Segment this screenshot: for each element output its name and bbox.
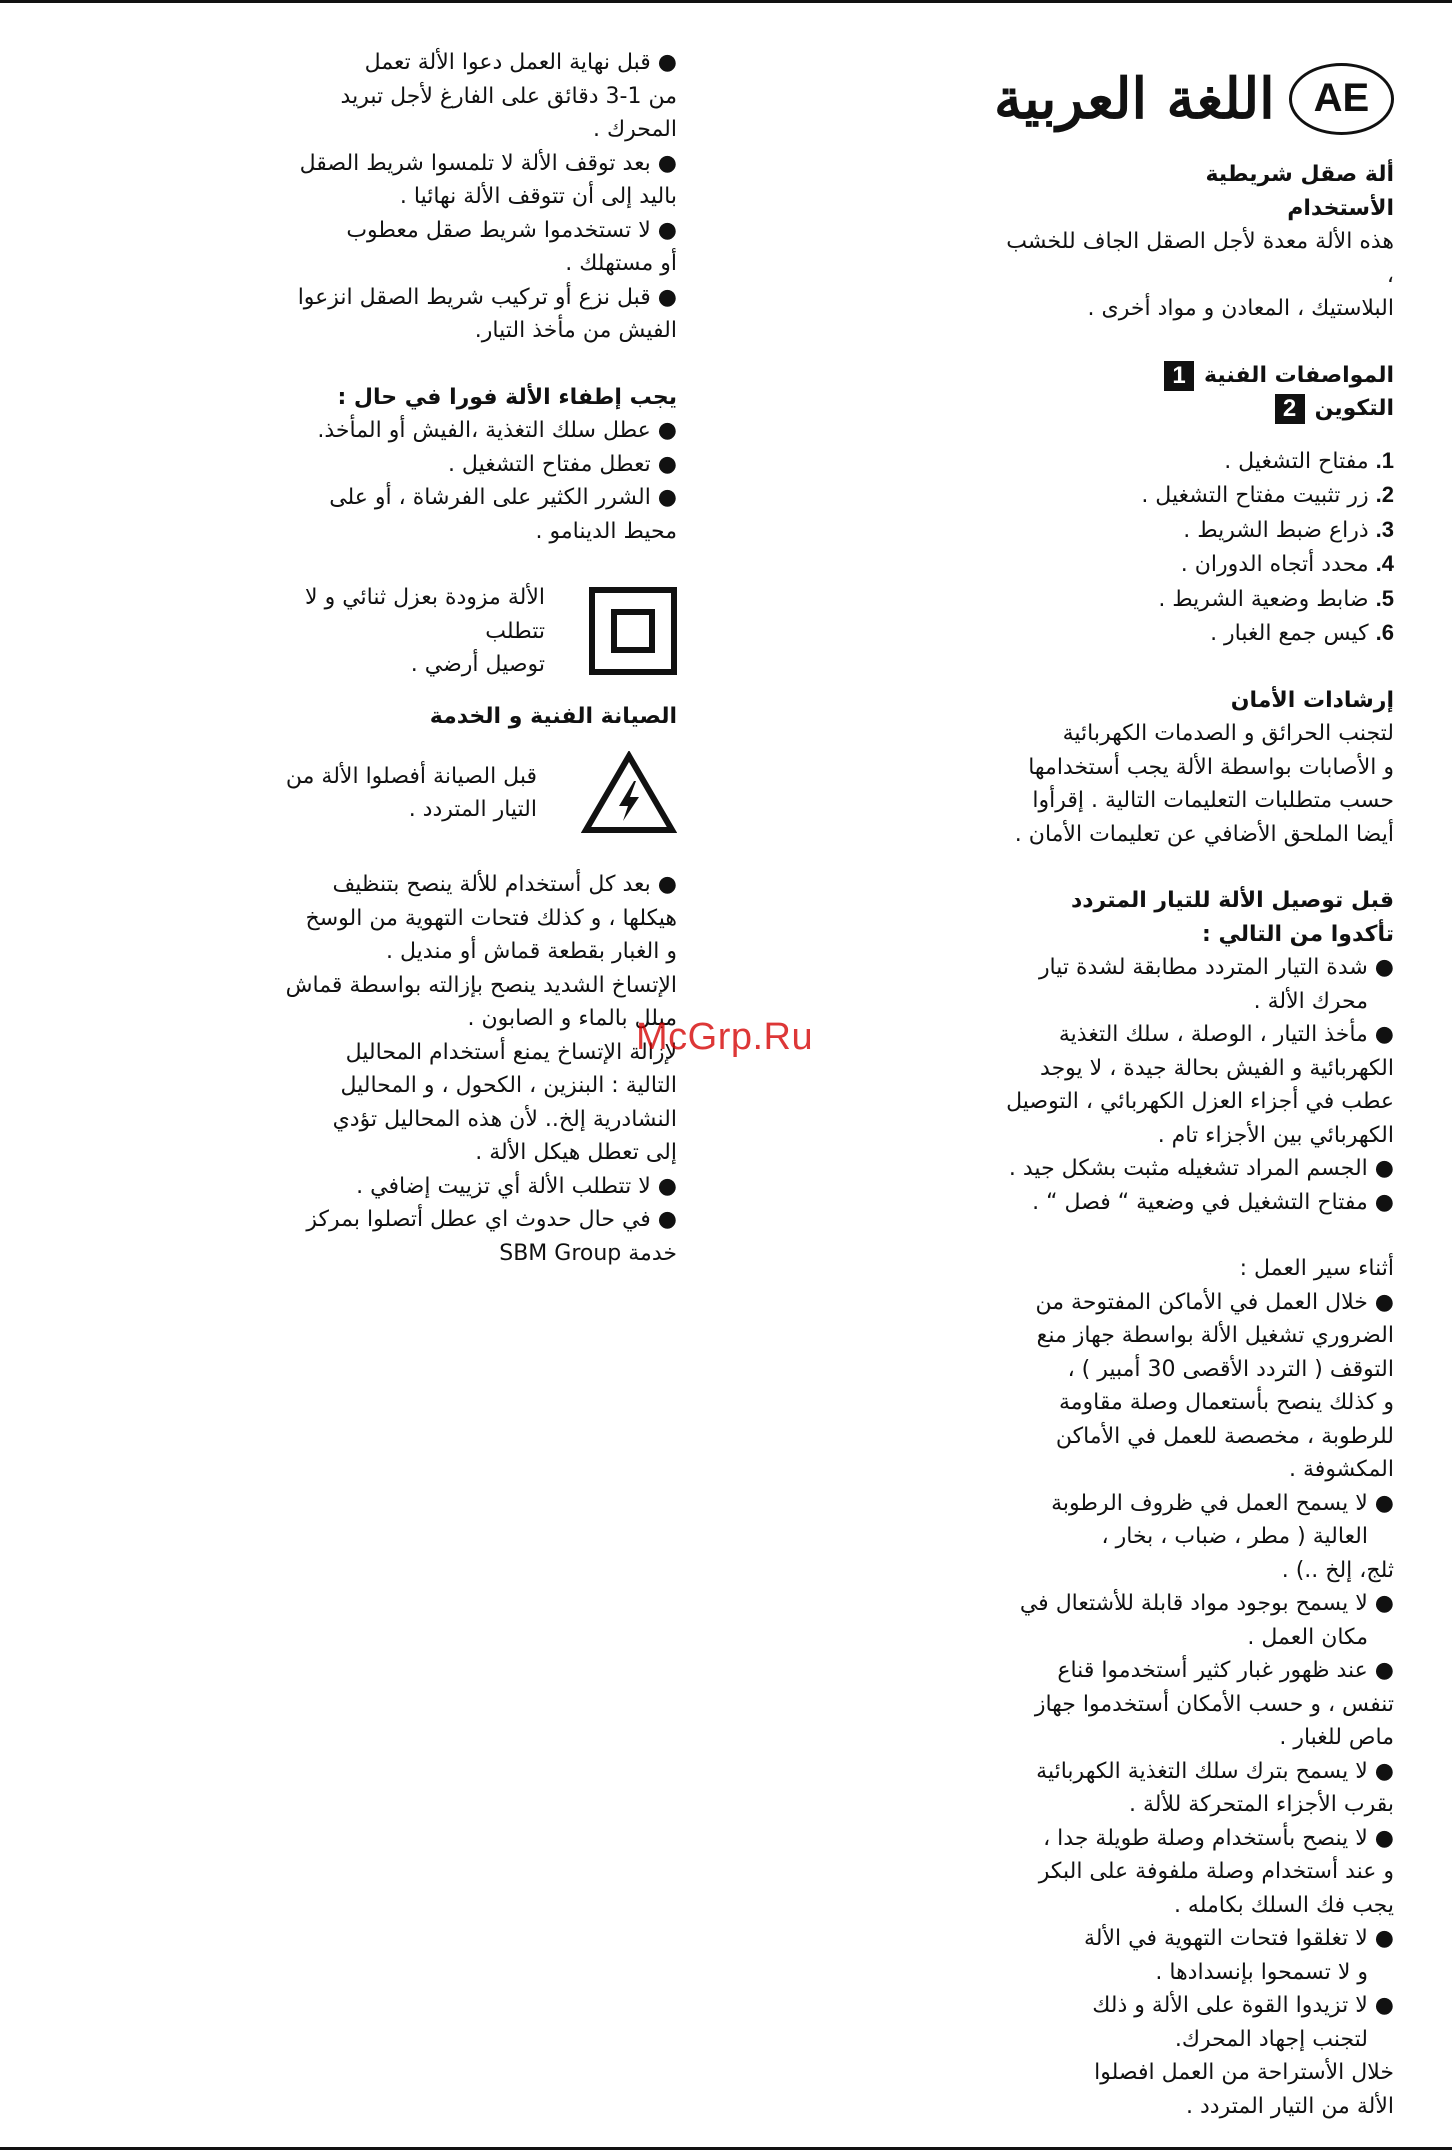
safety-heading: إرشادات الأمان: [1230, 687, 1394, 713]
list-item: 1. مفتاح التشغيل .: [1224, 447, 1394, 474]
figure-2-badge: 2: [1275, 394, 1305, 424]
work-bullet-cont: للرطوبة ، مخصصة للعمل في الأماكن: [1055, 1423, 1394, 1449]
connect-bullet-cont: محرك الألة .: [1253, 988, 1368, 1014]
shutdown-bullet-cont: محيط الدينامو .: [535, 518, 677, 544]
safety-line: و الأصابات بواسطة الألة يجب أستخدامها: [1028, 754, 1394, 780]
high-voltage-warning-icon: [581, 751, 677, 835]
work-bullet-cont: يجب فك السلك بكامله .: [1173, 1892, 1394, 1918]
safety-line: لتجنب الحرائق و الصدمات الكهربائية: [1062, 721, 1394, 746]
cleaning-line: لإزالة الإتساخ يمنع أستخدام المحاليل: [345, 1039, 677, 1065]
double-insulation-line: الألة مزودة بعزل ثنائي و لا تتطلب: [305, 585, 545, 644]
work-bullet: ● لا يسمح بترك سلك التغذية الكهربائية: [1036, 1758, 1394, 1784]
work-heading: أثناء سير العمل :: [1239, 1256, 1394, 1281]
final-bullet: ● لا تتطلب الألة أي تزييت إضافي .: [356, 1173, 677, 1199]
safety-line: أيضا الملحق الأضافي عن تعليمات الأمان .: [1014, 821, 1394, 847]
shutdown-bullet: ● الشرر الكثير على الفرشاة ، أو على: [329, 485, 677, 510]
bottom-rule: [0, 2147, 1452, 2150]
work-bullet-cont: تنفس ، و حسب الأمكان أستخدموا جهاز: [1034, 1691, 1394, 1717]
work-bullet: ● لا ينصح بأستخدام وصلة طويلة جدا ،: [1043, 1825, 1394, 1851]
end-bullet-cont: أو مستهلك .: [565, 251, 677, 276]
top-rule: [0, 0, 1452, 3]
config-heading: [994, 392, 1394, 426]
work-bullet-cont: لتجنب إجهاد المحرك.: [1174, 2026, 1368, 2052]
work-bullet-cont: ثلج، إلخ ..) .: [1281, 1557, 1394, 1583]
language-title: اللغة العربية: [994, 66, 1275, 132]
connect-bullet-cont: عطب في أجزاء العزل الكهربائي ، التوصيل: [1006, 1089, 1394, 1114]
shutdown-bullet: ● تعطل مفتاح التشغيل .: [447, 451, 677, 477]
components-list: [994, 444, 1394, 651]
right-column: [994, 58, 1394, 2123]
work-bullet-cont: و كذلك ينصح بأستعمال وصلة مقاومة: [1058, 1390, 1394, 1415]
watermark: McGrp.Ru: [636, 1016, 814, 1058]
list-item: 4. محدد أتجاه الدوران .: [1180, 551, 1394, 577]
maintenance-heading: الصيانة الفنية و الخدمة: [429, 703, 677, 729]
end-bullet-cont: باليد إلى أن تتوقف الألة نهائيا .: [399, 184, 677, 209]
language-badge: AE: [1289, 63, 1394, 135]
maintenance-warning-line: قبل الصيانة أفصلوا الألة من: [285, 763, 537, 789]
cleaning-line: ● بعد كل أستخدام للألة ينصح بتنظيف: [332, 872, 677, 897]
cleaning-line: هيكلها ، و كذلك فتحات التهوية من الوسخ: [305, 905, 677, 931]
work-bullet-cont: و عند أستخدام وصلة ملفوفة على البكر: [1038, 1859, 1394, 1884]
cleaning-line: الإتساخ الشديد ينصح بإزالته بواسطة قماش: [285, 972, 677, 998]
cleaning-line: مبلل بالماء و الصابون .: [467, 1006, 677, 1031]
final-bullet-cont: خدمة SBM Group: [499, 1240, 677, 1266]
work-bullet-cont: العالية ( مطر ، ضباب ، بخار ،: [1101, 1524, 1368, 1549]
shutdown-heading: يجب إطفاء الألة فورا في حال :: [337, 384, 677, 410]
usage-line: البلاستيك ، المعادن و مواد أخرى .: [1087, 296, 1394, 321]
end-bullet-cont: المحرك .: [593, 117, 677, 142]
maintenance-warning: [257, 751, 677, 835]
product-title: ألة صقل شريطية: [1205, 162, 1394, 187]
double-insulation-icon: [589, 587, 677, 675]
double-insulation-line: توصيل أرضي .: [410, 652, 545, 677]
work-bullet-cont: الضروري تشغيل الألة بواسطة جهاز منع: [1036, 1323, 1394, 1348]
rest-line: الألة من التيار المتردد .: [1186, 2093, 1394, 2119]
work-bullet-cont: مكان العمل .: [1247, 1624, 1368, 1650]
language-header: [994, 58, 1394, 140]
work-bullet-cont: بقرب الأجزاء المتحركة للألة .: [1128, 1792, 1394, 1817]
work-bullet: ● خلال العمل في الأماكن المفتوحة من: [1035, 1289, 1394, 1315]
list-item: 2. زر تثبيت مفتاح التشغيل .: [1141, 482, 1394, 508]
connect-bullet: ● شدة التيار المتردد مطابقة لشدة تيار: [1038, 955, 1394, 980]
list-item: 5. ضابط وضعية الشريط .: [1158, 585, 1394, 612]
connect-heading: تأكدوا من التالي :: [1202, 921, 1394, 947]
list-item: 3. ذراع ضبط الشريط .: [1183, 516, 1394, 543]
work-bullet-cont: ماص للغبار .: [1279, 1725, 1394, 1750]
connect-bullet: ● مفتاح التشغيل في وضعية “ فصل “ .: [1032, 1189, 1394, 1215]
connect-bullet-cont: الكهربائية و الفيش بحالة جيدة ، لا يوجد: [1040, 1055, 1394, 1081]
cleaning-line: النشادرية إلخ.. لأن هذه المحاليل تؤدي: [332, 1106, 677, 1132]
work-bullet: ● لا يسمح العمل في ظروف الرطوبة: [1051, 1490, 1394, 1516]
shutdown-bullet: ● عطل سلك التغذية ،الفيش أو المأخذ.: [317, 418, 677, 443]
work-bullet-cont: المكشوفة .: [1289, 1457, 1394, 1482]
usage-heading: الأستخدام: [1287, 195, 1394, 221]
work-bullet: ● لا يسمح بوجود مواد قابلة للأشتعال في: [1019, 1591, 1394, 1616]
specs-heading: [994, 359, 1394, 393]
end-bullet: ● لا تستخدموا شريط صقل معطوب: [346, 217, 677, 243]
end-bullet-cont: من 1-3 دقائق على الفارغ لأجل تبريد: [340, 83, 677, 109]
work-bullet: ● عند ظهور غبار كثير أستخدموا قناع: [1057, 1658, 1394, 1683]
end-bullet: ● بعد توقف الألة لا تلمسوا شريط الصقل: [299, 150, 677, 176]
connect-bullet: ● الجسم المراد تشغيله مثبت بشكل جيد .: [1008, 1156, 1394, 1181]
end-bullet-cont: الفيش من مأخذ التيار.: [474, 318, 677, 343]
cleaning-line: التالية : البنزين ، الكحول ، و المحاليل: [340, 1073, 677, 1098]
usage-line: هذه الألة معدة لأجل الصقل الجاف للخشب ،: [1006, 229, 1394, 288]
config-heading-text: التكوين: [1314, 396, 1394, 421]
connect-heading: قبل توصيل الألة للتيار المتردد: [1070, 888, 1394, 913]
work-bullet: ● لا تغلقوا فتحات التهوية في الألة: [1084, 1926, 1394, 1951]
work-bullet: ● لا تزيدوا القوة على الألة و ذلك: [1092, 1993, 1394, 2018]
left-column: [257, 46, 677, 1270]
specs-heading-text: المواصفات الفنية: [1204, 362, 1394, 388]
connect-bullet-cont: الكهربائي بين الأجزاء تام .: [1157, 1122, 1394, 1148]
cleaning-line: إلى تعطل هيكل الألة .: [475, 1140, 677, 1165]
work-bullet-cont: و لا تسمحوا بإنسدادها .: [1155, 1959, 1368, 1985]
maintenance-warning-line: التيار المتردد .: [408, 797, 537, 822]
work-bullet-cont: التوقف ( التردد الأقصى 30 أمبير ) ،: [1067, 1356, 1394, 1382]
rest-line: خلال الأستراحة من العمل افصلوا: [1094, 2060, 1394, 2085]
list-item: 6. كيس جمع الغبار .: [1210, 620, 1394, 646]
connect-bullet: ● مأخذ التيار ، الوصلة ، سلك التغذية: [1058, 1022, 1394, 1047]
end-bullet: ● قبل نهاية العمل دعوا الألة تعمل: [364, 50, 677, 75]
safety-line: حسب متطلبات التعليمات التالية . إقرأوا: [1032, 788, 1394, 813]
cleaning-line: و الغبار بقطعة قماش أو منديل .: [386, 939, 677, 964]
end-bullet: ● قبل نزع أو تركيب شريط الصقل انزعوا: [297, 284, 677, 310]
double-insulation-note: [257, 581, 677, 682]
final-bullet: ● في حال حدوث اي عطل أتصلوا بمركز: [306, 1207, 677, 1232]
figure-1-badge: 1: [1164, 361, 1194, 391]
